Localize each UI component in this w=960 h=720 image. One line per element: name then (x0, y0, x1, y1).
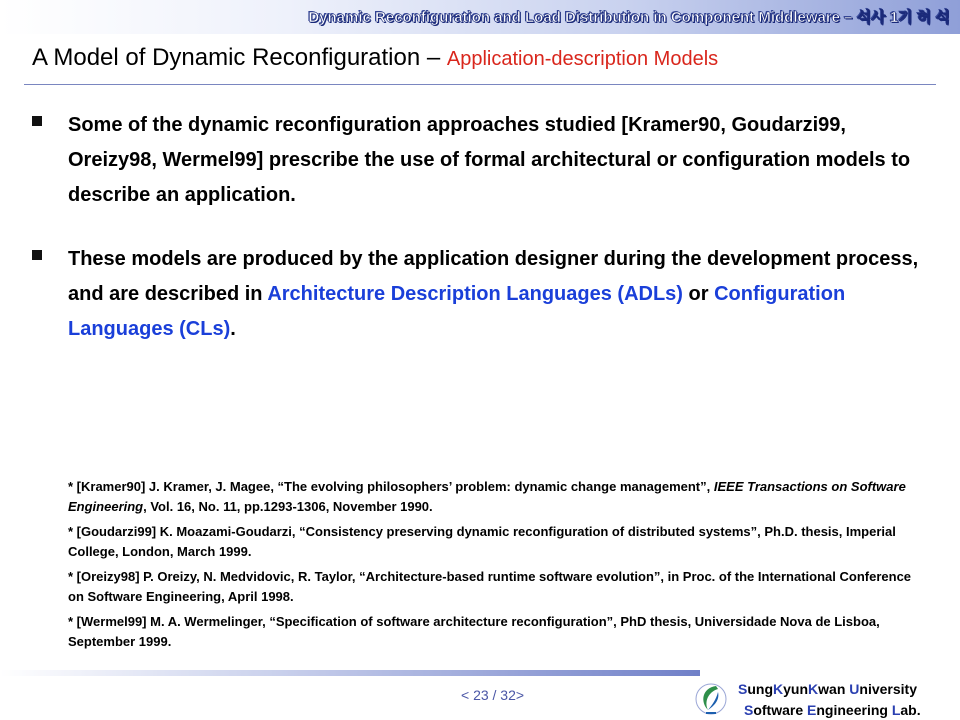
university-logo-icon (694, 680, 728, 718)
reference-item: * [Goudarzi99] K. Moazami-Goudarzi, “Consistency preserving dynamic reconfiguration of distributed systems”, Ph.D. thesis, Imperial College, London, March 1999. (68, 524, 896, 559)
adl-link: Architecture Description Languages (ADLs) (267, 283, 683, 305)
references (68, 477, 928, 657)
title-main: A Model of Dynamic Reconfiguration – (32, 44, 447, 71)
footer-divider (0, 670, 700, 676)
page-number: < 23 / 32> (461, 687, 525, 703)
square-bullet-icon (32, 250, 42, 260)
slide-title (32, 44, 718, 72)
reference-text: * [Kramer90] J. Kramer, J. Magee, “The evolving philosophers’ problem: dynamic change management”, (68, 479, 714, 494)
reference-item: * [Wermel99] M. A. Wermelinger, “Specification of software architecture reconfiguration”, PhD thesis, Universidade Nova de Lisboa, September 1999. (68, 614, 880, 649)
bullet-1-text: Some of the dynamic reconfiguration approaches studied [Kramer90, Goudarzi99, Oreizy98, Wermel99] prescribe the use of formal architectural or configuration models to describe an application. (68, 114, 911, 206)
bullet-2-text-after: . (230, 318, 236, 340)
bullet-2-text-before: These models are produced by the application designer during the development process, and are described in (68, 248, 919, 305)
header-bar (0, 0, 960, 34)
bullet-2-text-mid: or (682, 283, 715, 305)
title-sub: Application-description Models (446, 48, 719, 70)
cl-link: Configuration Languages (CLs) (68, 283, 846, 340)
header-text: Dynamic Reconfiguration and Load Distribution in Component Middleware – 석사 1기 허 석 (308, 9, 950, 26)
bullet-2-text (68, 242, 938, 347)
reference-journal: IEEE Transactions on Software Engineering (68, 479, 906, 514)
square-bullet-icon (32, 116, 42, 126)
reference-item (68, 477, 928, 517)
title-divider (24, 84, 936, 85)
reference-text: , Vol. 16, No. 11, pp.1293-1306, November 1990. (143, 499, 433, 514)
reference-item: * [Oreizy98] P. Oreizy, N. Medvidovic, R. Taylor, “Architecture-based runtime software evolution”, in Proc. of the International Conference on Software Engineering, April 1998. (68, 569, 912, 604)
lab-name: Software Engineering Lab. (744, 702, 921, 718)
university-name: SungKyunKwan University (738, 681, 917, 697)
